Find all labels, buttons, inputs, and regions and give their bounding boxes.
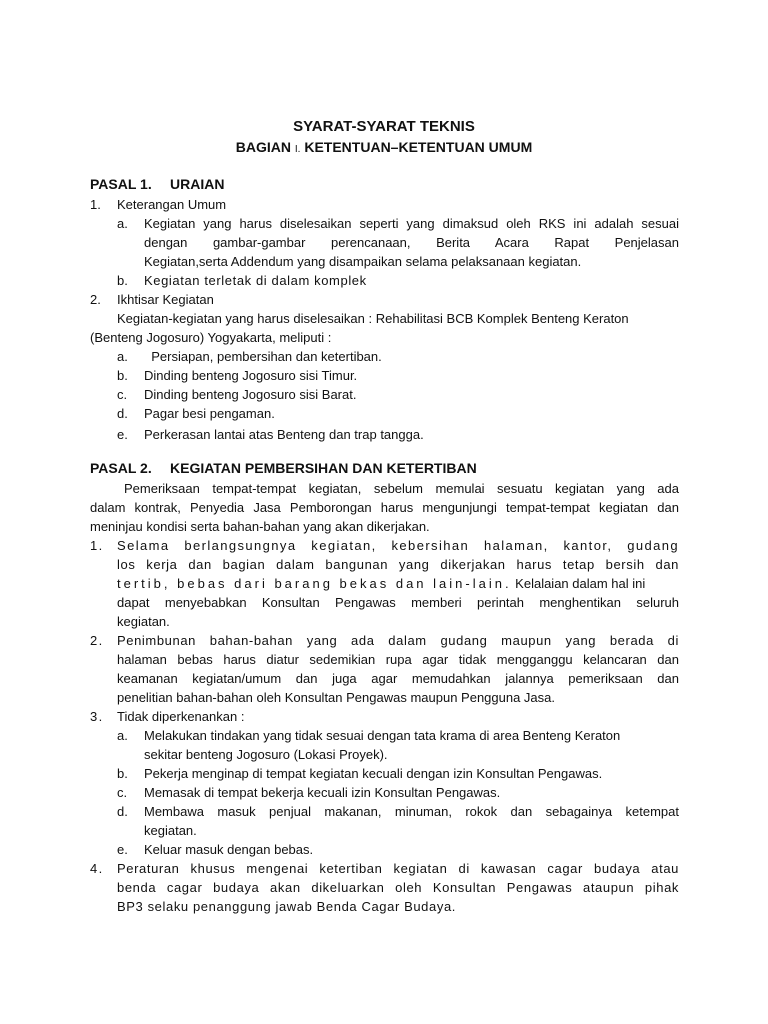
list-marker: d. [117, 804, 128, 819]
paragraph-line: halaman bebas harus diatur sedemikian rupa agar tidak mengganggu kelancaran dan [117, 652, 679, 667]
paragraph-line: benda cagar budaya akan dikeluarkan oleh Konsultan Pengawas ataupun pihak [117, 880, 679, 895]
list-item: Persiapan, pembersihan dan ketertiban. [144, 349, 382, 364]
list-item-label: Ikhtisar Kegiatan [117, 292, 214, 307]
list-item-label: Tidak diperkenankan : [117, 709, 245, 724]
list-marker: a. [117, 216, 128, 231]
paragraph-line: Kegiatan-kegiatan yang harus diselesaikan : Rehabilitasi BCB Komplek Benteng Keraton [117, 311, 629, 326]
paragraph-line: Melakukan tindakan yang tidak sesuai dengan tata krama di area Benteng Keraton [144, 728, 621, 743]
pasal-2-title: KEGIATAN PEMBERSIHAN DAN KETERTIBAN [170, 460, 477, 476]
subtitle-text: KETENTUAN–KETENTUAN UMUM [300, 139, 533, 155]
paragraph-line: Penimbunan bahan-bahan yang ada dalam gudang maupun yang berada di [117, 633, 679, 648]
paragraph-line: BP3 selaku penanggung jawab Benda Cagar Budaya. [117, 899, 456, 914]
list-number: 4. [90, 861, 104, 876]
paragraph-line: dapat menyebabkan Konsultan Pengawas memberi perintah menghentikan seluruh [117, 595, 679, 610]
list-marker: c. [117, 785, 128, 800]
paragraph-line: Kegiatan terletak di dalam komplek [144, 273, 367, 288]
paragraph-line: kegiatan. [144, 823, 197, 838]
paragraph-line [117, 575, 645, 593]
pasal-1-heading [90, 176, 224, 192]
paragraph-line: dalam kontrak, Penyedia Jasa Pemborongan harus mengunjungi tempat-tempat kegiatan dan [90, 500, 679, 515]
paragraph-line: Kegiatan,serta Addendum yang disampaikan selama pelaksanaan kegiatan. [144, 254, 582, 269]
list-marker: b. [117, 766, 128, 781]
list-number: 1. [90, 197, 101, 212]
list-marker: e. [117, 842, 128, 857]
paragraph-line: kegiatan. [117, 614, 170, 629]
paragraph-line: Kegiatan yang harus diselesaikan seperti yang dimaksud oleh RKS ini adalah sesuai [144, 216, 679, 231]
list-number: 2. [90, 292, 101, 307]
paragraph-line: meninjau kondisi serta bahan-bahan yang akan dikerjakan. [90, 519, 430, 534]
list-marker: c. [117, 387, 128, 402]
list-number: 1. [90, 538, 104, 553]
paragraph-line: Pekerja menginap di tempat kegiatan kecuali dengan izin Konsultan Pengawas. [144, 766, 603, 781]
pasal-1-number: PASAL 1. [90, 176, 152, 192]
list-item: Dinding benteng Jogosuro sisi Timur. [144, 368, 358, 383]
paragraph-line: penelitian bahan-bahan oleh Konsultan Pengawas maupun Pengguna Jasa. [117, 690, 556, 705]
subtitle-prefix: BAGIAN [235, 139, 295, 155]
list-item: Dinding benteng Jogosuro sisi Barat. [144, 387, 357, 402]
paragraph-line: keamanan kegiatan/umum dan juga agar memudahkan jalannya pemeriksaan dan [117, 671, 679, 686]
pasal-2-heading [90, 460, 477, 476]
list-marker: e. [117, 427, 128, 442]
pasal-2-number: PASAL 2. [90, 460, 152, 476]
list-item: Pagar besi pengaman. [144, 406, 275, 421]
paragraph-line: (Benteng Jogosuro) Yogyakarta, meliputi : [90, 330, 332, 345]
paragraph-line: sekitar benteng Jogosuro (Lokasi Proyek). [144, 747, 388, 762]
pasal-1-title: URAIAN [170, 176, 225, 192]
list-item-label: Keterangan Umum [117, 197, 227, 212]
paragraph-line: los kerja dan bagian dalam bangunan yang dikerjakan harus tetap bersih dan [117, 557, 679, 572]
paragraph-line: dengan gambar-gambar perencanaan, Berita Acara Rapat Penjelasan [144, 235, 679, 250]
document-subtitle [0, 139, 768, 155]
paragraph-line: Pemeriksaan tempat-tempat kegiatan, sebelum memulai sesuatu kegiatan yang ada [124, 481, 679, 496]
list-marker: b. [117, 273, 128, 288]
paragraph-segment: Kelalaian dalam hal ini [511, 576, 646, 591]
list-marker: a. [117, 728, 128, 743]
document-title: SYARAT-SYARAT TEKNIS [293, 118, 475, 135]
paragraph-line: Peraturan khusus mengenai ketertiban kegiatan di kawasan cagar budaya atau [117, 861, 679, 876]
subtitle-roman: I. [294, 144, 301, 155]
list-item: Perkerasan lantai atas Benteng dan trap tangga. [144, 427, 424, 442]
paragraph-line: Membawa masuk penjual makanan, minuman, rokok dan sebagainya ketempat [144, 804, 679, 819]
paragraph-line: Memasak di tempat bekerja kecuali izin Konsultan Pengawas. [144, 785, 501, 800]
list-number: 2. [90, 633, 104, 648]
list-marker: a. [117, 349, 128, 364]
paragraph-line: Keluar masuk dengan bebas. [144, 842, 314, 857]
list-number: 3. [90, 709, 104, 724]
list-marker: d. [117, 406, 128, 421]
paragraph-segment: tertib, bebas dari barang bekas dan lain-lain. [117, 576, 512, 591]
list-marker: b. [117, 368, 128, 383]
paragraph-line: Selama berlangsungnya kegiatan, kebersihan halaman, kantor, gudang [117, 538, 679, 553]
